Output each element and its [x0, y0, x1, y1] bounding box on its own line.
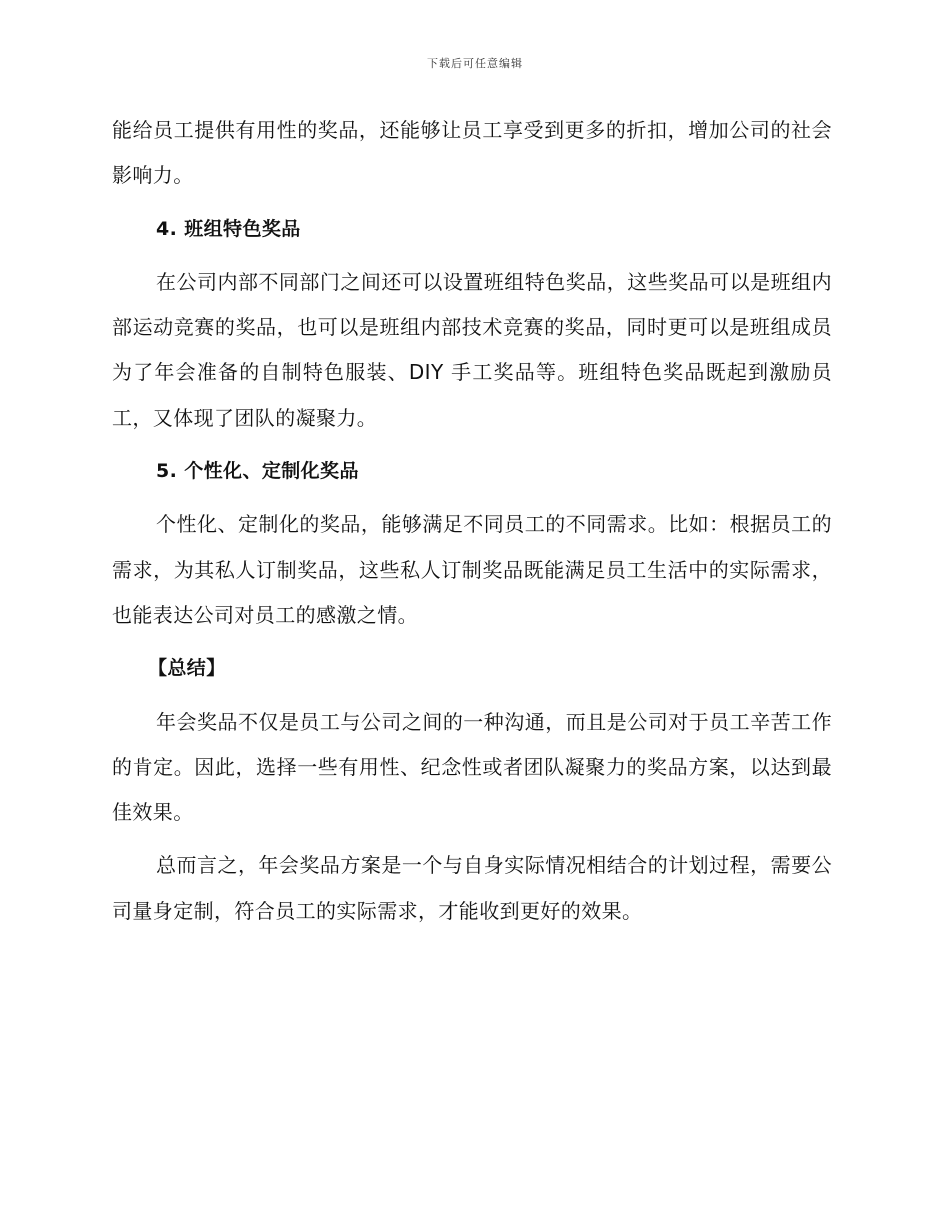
paragraph-summary: 年会奖品不仅是员工与公司之间的一种沟通，而且是公司对于员工辛苦工作的肯定。因此，选择一些有用性、纪念性或者团队凝聚力的奖品方案，以达到最佳效果。 — [112, 709, 832, 825]
document-body — [112, 108, 832, 934]
paragraph-custom-prizes: 个性化、定制化的奖品，能够满足不同员工的不同需求。比如：根据员工的需求，为其私人订制奖品，这些私人订制奖品既能满足员工生活中的实际需求，也能表达公司对员工的感激之情。 — [112, 512, 832, 627]
section-heading-4: 4. 班组特色奖品 — [156, 217, 301, 240]
paragraph-conclusion: 总而言之，年会奖品方案是一个与自身实际情况相结合的计划过程，需要公司量身定制，符合员工的实际需求，才能收到更好的效果。 — [112, 853, 832, 923]
paragraph-continued: 能给员工提供有用性的奖品，还能够让员工享受到更多的折扣，增加公司的社会影响力。 — [112, 118, 832, 188]
section-heading-5: 5. 个性化、定制化奖品 — [156, 460, 359, 483]
header-note: 下载后可任意编辑 — [427, 57, 523, 70]
paragraph-team-prizes: 在公司内部不同部门之间还可以设置班组特色奖品，这些奖品可以是班组内部运动竞赛的奖品，也可以是班组内部技术竞赛的奖品，同时更可以是班组成员为了年会准备的自制特色服装、DIY 手工奖品等。班组特色奖品既起到激励员工，又体现了团队的凝聚力。 — [112, 269, 832, 430]
summary-heading: 【总结】 — [148, 657, 226, 680]
